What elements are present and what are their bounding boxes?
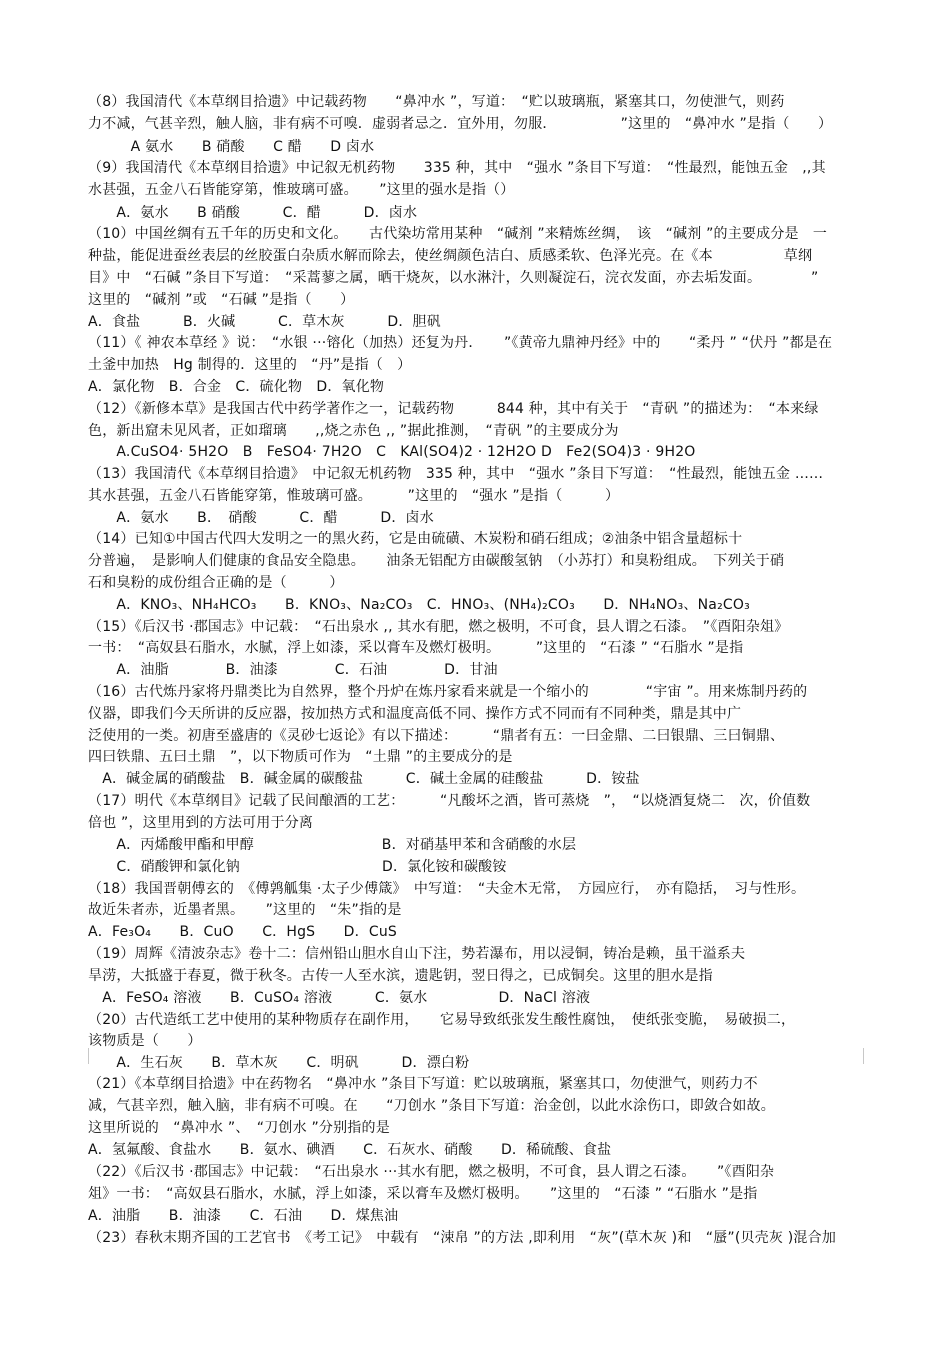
text-line: A．油脂 B．油漆 C．石油 D．甘油 <box>88 662 498 678</box>
text-line: A．氨水 B 硝酸 C．醋 D．卤水 <box>88 205 418 221</box>
text-line: （23）春秋末期齐国的工艺官书 《考工记》 中载有 “涑帛 ”的方法 ,即利用 “灰”(草木灰 )和 “蜃”(贝壳灰 )混合加 <box>88 1230 837 1246</box>
text-line: A．氢氟酸、食盐水 B．氨水、碘酒 C．石灰水、硝酸 D．稀硫酸、食盐 <box>88 1142 612 1158</box>
text-line: 种盐，能促进蚕丝表层的丝胶蛋白杂质水解而除去，使丝绸颜色洁白、质感柔软、色泽光亮。在《本 草纲 <box>88 248 813 264</box>
text-line: 这里的 “碱剂 ”或 “石碱 ”是指（ ） <box>88 292 355 308</box>
text-line: 力不减，气甚辛烈，触人脑，非有病不可嗅．虚弱者忌之．宜外用，勿服． ”这里的 “鼻冲水 ”是指（ ） <box>88 116 833 132</box>
text-line: 仪器，即我们今天所讲的反应器，按加热方式和温度高低不同、操作方式不同而有不同种类，鼎是其中广 <box>88 706 742 722</box>
text-line: A．碱金属的硝酸盐 B．碱金属的碳酸盐 C．碱土金属的硅酸盐 D．铵盐 <box>88 771 640 787</box>
text-line: （19）周辉《清波杂志》卷十二：信州铅山胆水自山下注，势若瀑布，用以浸铜，铸冶是赖，虽干溢系夫 <box>88 946 746 962</box>
text-line: A．食盐 B．火碱 C．草木灰 D．胆矾 <box>88 314 441 330</box>
text-line: 石和臭粉的成份组合正确的是（ ） <box>88 575 344 591</box>
text-line: 土釜中加热 Hg 制得的．这里的 “丹”是指（ ） <box>88 357 412 373</box>
text-line: A.CuSO4· 5H2O B FeSO4· 7H2O C KAl(SO4)2 · 12H2O D Fe2(SO4)3 · 9H2O <box>88 444 696 460</box>
text-line: 一书： “高奴县石脂水，水腻，浮上如漆，采以膏车及燃灯极明。 ”这里的 “石漆 ” “石脂水 ”是指 <box>88 640 744 656</box>
text-line: C．硝酸钾和氯化钠 D．氯化铵和碳酸铵 <box>88 859 507 875</box>
text-line: 这里所说的 “鼻冲水 ”、 “刀创水 ”分别指的是 <box>88 1120 390 1136</box>
text-line: （13）我国清代《本草纲目拾遗》 中记叙无机药物 335 种，其中 “强水 ”条目下写道： “性最烈，能蚀五金 …… <box>88 466 824 482</box>
text-line: 泛使用的一类。初唐至盛唐的《灵砂七返论》有以下描述： “鼎者有五：一曰金鼎、二曰银鼎、三曰铜鼎、 <box>88 728 785 744</box>
text-line: A．FeSO₄ 溶液 B．CuSO₄ 溶液 C．氨水 D．NaCl 溶液 <box>88 990 591 1006</box>
text-line: （11）《 神农本草经 》说： “水银 ···镕化（加热）还复为丹． ”《黄帝九鼎神丹经》中的 “柔丹 ” “伏丹 ”都是在 <box>88 335 833 351</box>
text-line: 分普遍， 是影响人们健康的食品安全隐患。 油条无铝配方由碳酸氢钠 （小苏打）和臭粉组成。 下列关于硝 <box>88 553 785 569</box>
text-line: A．油脂 B．油漆 C．石油 D．煤焦油 <box>88 1208 399 1224</box>
text-line: A 氨水 B 硝酸 C 醋 D 卤水 <box>88 139 375 155</box>
text-line: （12）《新修本草》是我国古代中药学著作之一，记载药物 844 种，其中有关于 “青矾 ”的描述为： “本来绿 <box>88 401 819 417</box>
text-line: 色，新出窟未见风者，正如瑠璃 ,,烧之赤色 ,, ”据此推测， “青矾 ”的主要成分为 <box>88 423 619 439</box>
text-line: 减，气甚辛烈，触入脑，非有病不可嗅。在 “刀创水 ”条目下写道：治金创，以此水涂伤口，即敛合如故。 <box>88 1098 775 1114</box>
text-line: 其水甚强，五金八石皆能穿第，惟玻璃可盛。 ”这里的 “强水 ”是指（ ） <box>88 488 620 504</box>
text-line: （8）我国清代《本草纲目拾遗》中记载药物 “鼻冲水 ”，写道： “贮以玻璃瓶，紧塞其口，勿使泄气，则药 <box>88 94 785 110</box>
text-line: 该物质是（ ） <box>88 1033 202 1049</box>
text-line: A．生石灰 B．草木灰 C．明矾 D．漂白粉 <box>88 1055 470 1071</box>
text-line: （17）明代《本草纲目》记载了民间酿酒的工艺： “凡酸坏之酒，皆可蒸烧 ”， “以烧酒复烧二 次，价值数 <box>88 793 811 809</box>
text-line: （16）古代炼丹家将丹鼎类比为自然界，整个丹炉在炼丹家看来就是一个缩小的 “宇宙 ”。用来炼制丹药的 <box>88 684 808 700</box>
text-line: （15）《后汉书 ·郡国志》中记载： “石出泉水 ,, 其水有肥，燃之极明，不可食，县人谓之石漆。 ”《酉阳杂俎》 <box>88 619 789 635</box>
text-line: （21）《本草纲目拾遗》中在药物名 “鼻冲水 ”条目下写道：贮以玻璃瓶，紧塞其口，勿使泄气，则药力不 <box>88 1076 758 1092</box>
text-line: 目》中 “石碱 ”条目下写道： “采蒿蓼之属，晒干烧灰，以水淋汁，久则凝淀石，浣衣发面，亦去垢发面。 ” <box>88 270 819 286</box>
text-line: （10）中国丝绸有五千年的历史和文化。 古代染坊常用某种 “碱剂 ”来精炼丝绸， 该 “碱剂 ”的主要成分是 一 <box>88 226 828 242</box>
text-line: 四曰铁鼎、五曰土鼎 ”，以下物质可作为 “土鼎 ”的主要成分的是 <box>88 749 513 765</box>
text-line: A．Fe₃O₄ B．CuO C．HgS D．CuS <box>88 924 397 940</box>
text-line: （14）已知①中国古代四大发明之一的黑火药，它是由硫磺、木炭粉和硝石组成；②油条中铝含量超标十 <box>88 531 743 547</box>
text-line: A．氯化物 B．合金 C．硫化物 D．氧化物 <box>88 379 385 395</box>
text-line: 故近朱者赤，近墨者黑。 ”这里的 “朱”指的是 <box>88 902 402 918</box>
text-line: 旱涝，大抵盛于春夏，微于秋冬。古传一人至水滨，遗匙钥，翌日得之，已成铜矣。这里的胆水是指 <box>88 968 713 984</box>
text-line: A．丙烯酸甲酯和甲醇 B．对硝基甲苯和含硝酸的水层 <box>88 837 577 853</box>
text-line: 倍也 ”，这里用到的方法可用于分离 <box>88 815 314 831</box>
text-line: A．KNO₃、NH₄HCO₃ B．KNO₃、Na₂CO₃ C．HNO₃、(NH₄)₂CO₃ D．NH₄NO₃、Na₂CO₃ <box>88 597 750 613</box>
text-line: （18）我国晋朝傅玄的 《傅鹑觚集 ·太子少傅箴》 中写道： “夫金木无常， 方园应行， 亦有隐括， 习与性形。 <box>88 881 806 897</box>
text-line: 水甚强，五金八石皆能穿第，惟玻璃可盛。 ”这里的强水是指（） <box>88 182 515 198</box>
text-line: （9）我国清代《本草纲目拾遗》中记叙无机药物 335 种，其中 “强水 ”条目下写道： “性最烈，能蚀五金 ,,其 <box>88 160 826 176</box>
text-line: A．氨水 B． 硝酸 C．醋 D．卤水 <box>88 510 434 526</box>
text-line: （22）《后汉书 ·郡国志》中记载： “石出泉水 ···其水有肥，燃之极明，不可食，县人谓之石漆。 ”《酉阳杂 <box>88 1164 775 1180</box>
text-line: （20）古代造纸工艺中使用的某种物质存在副作用， 它易导致纸张发生酸性腐蚀， 使纸张变脆， 易破损二， <box>88 1012 796 1028</box>
text-line: 俎》一书： “高奴县石脂水，水腻，浮上如漆，采以膏车及燃灯极明。 ”这里的 “石漆 ” “石脂水 ”是指 <box>88 1186 758 1202</box>
